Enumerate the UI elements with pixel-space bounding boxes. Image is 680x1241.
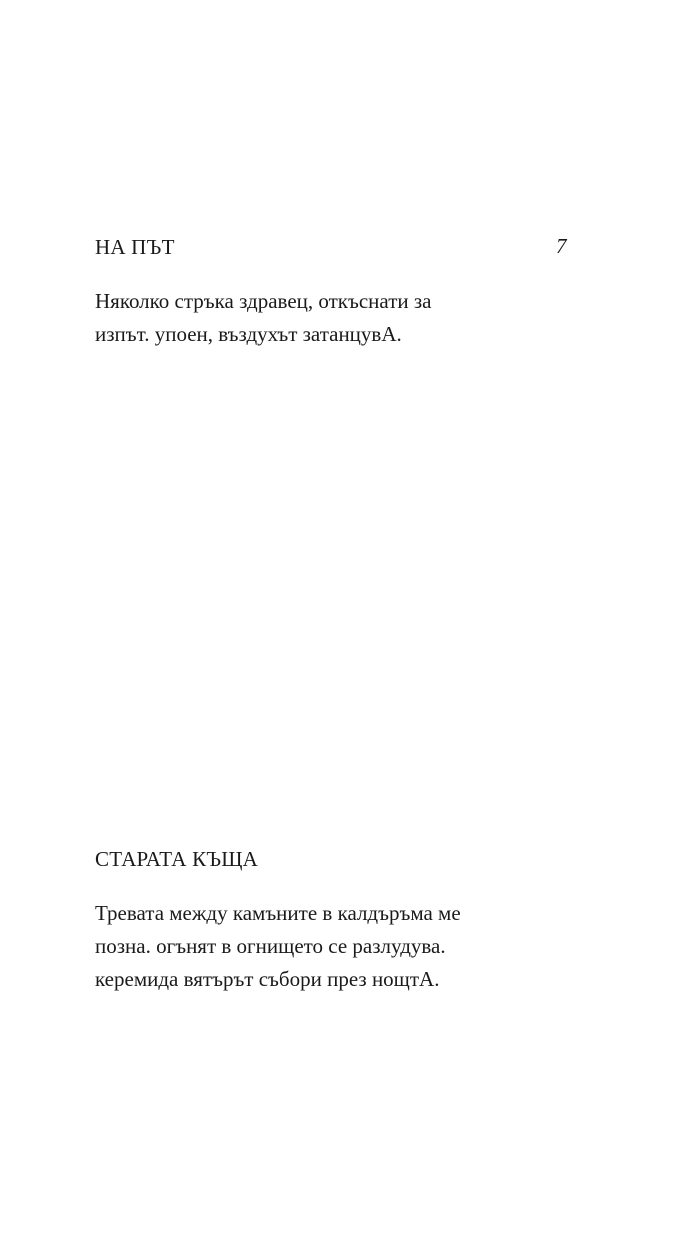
poem-line: изпът. упоен, въздухът затанцувА. [95, 322, 402, 346]
poem-line: позна. огънят в огнището се разлудува. [95, 934, 446, 958]
poem-body [95, 897, 595, 996]
poem-starata-kashta [95, 845, 595, 996]
poem-title: СТАРАТА КЪЩА [95, 847, 259, 871]
poem-title: НА ПЪТ [95, 235, 175, 259]
poem-line: Тревата между камъните в калдъръма ме [95, 901, 461, 925]
poem-line: керемида вятърът събори през нощтА. [95, 967, 440, 991]
poem-na-pat [95, 233, 595, 351]
poem-body [95, 285, 595, 351]
poem-line: Няколко стръка здравец, откъснати за [95, 289, 432, 313]
page-number: 7 [556, 234, 567, 258]
